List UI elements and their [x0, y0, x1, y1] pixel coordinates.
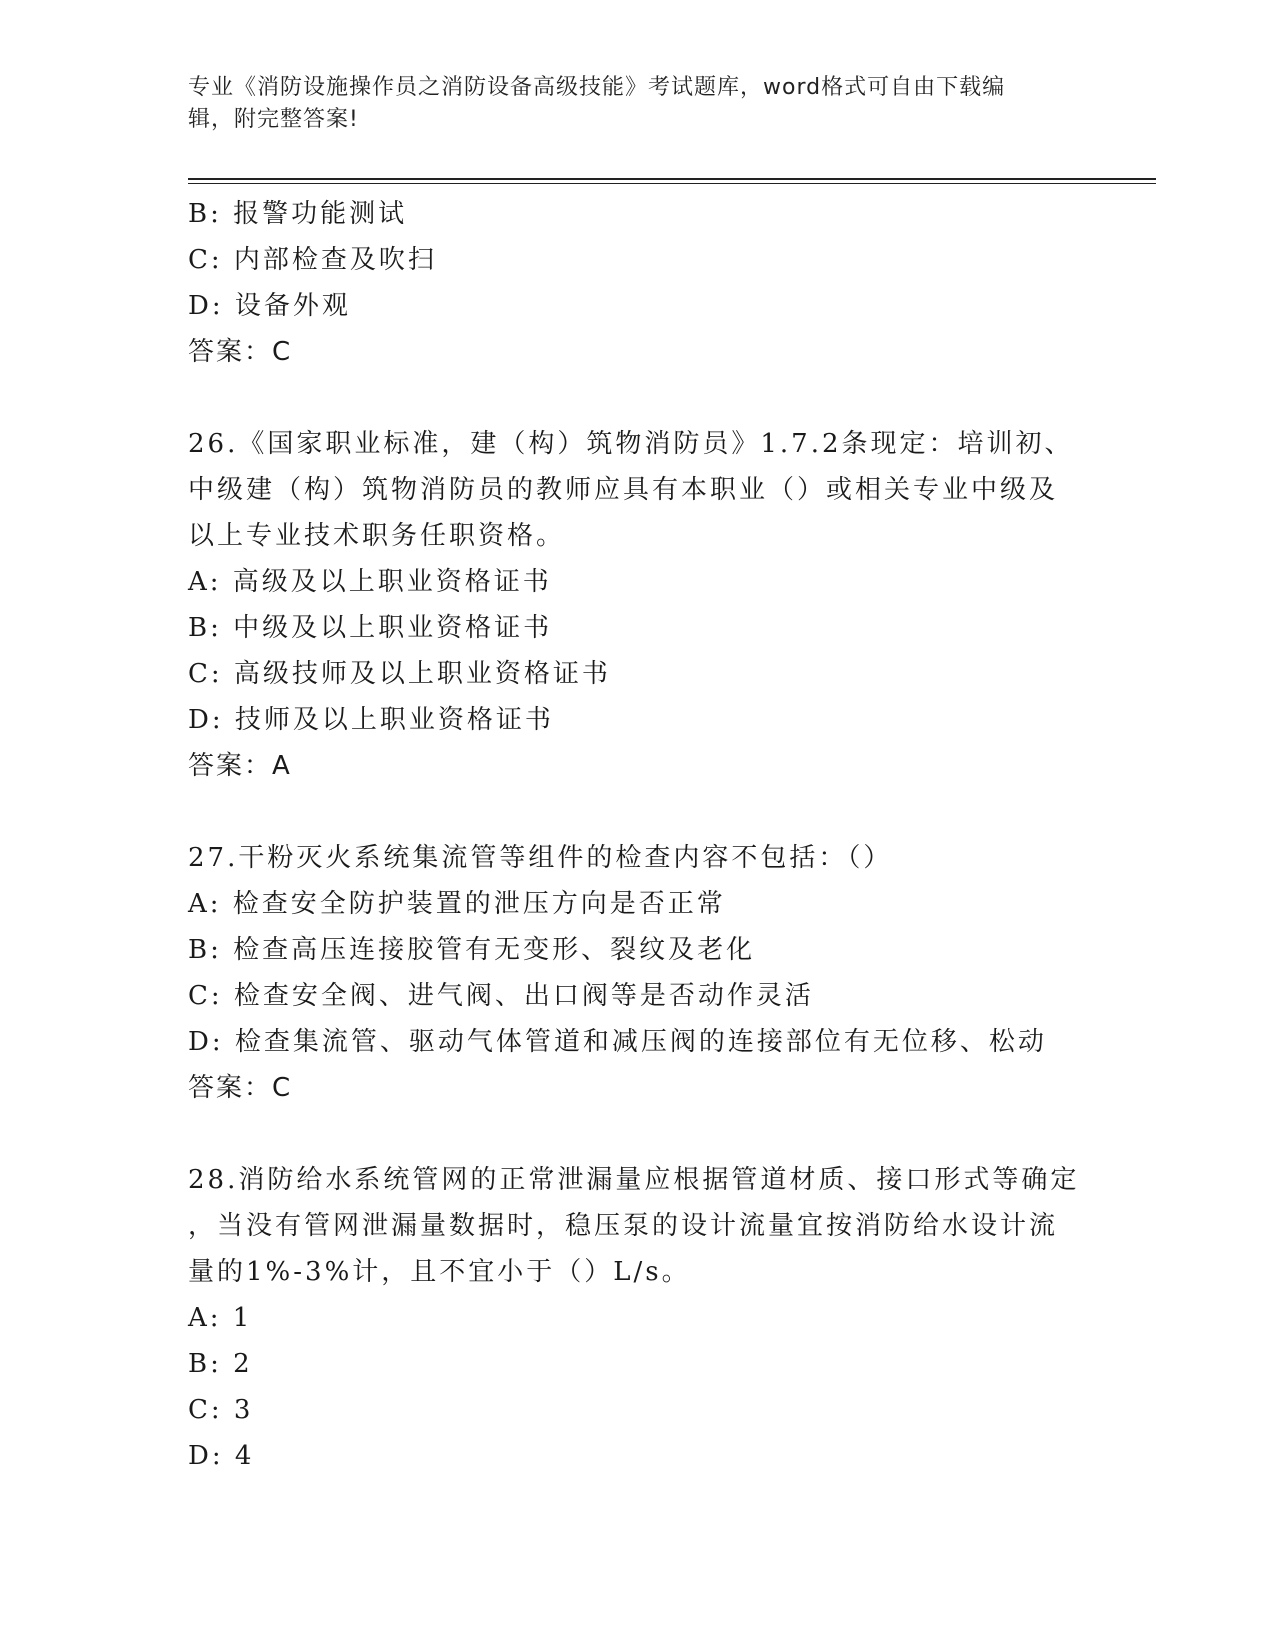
spacer [188, 789, 1088, 835]
spacer [188, 375, 1088, 421]
header-line-1: 专业《消防设施操作员之消防设备高级技能》考试题库，word格式可自由下载编 [188, 75, 1006, 100]
question-text [188, 835, 1088, 881]
option-b: B: 中级及以上职业资格证书 [188, 613, 553, 643]
option-c: C: 高级技师及以上职业资格证书 [188, 659, 611, 689]
option-b: B: 报警功能测试 [188, 199, 408, 229]
question-text-line: 27.干粉灭火系统集流管等组件的检查内容不包括：（） [188, 843, 893, 873]
option-a: A: 高级及以上职业资格证书 [188, 567, 552, 597]
option-d: D: 4 [188, 1441, 255, 1471]
question-26 [188, 421, 1088, 789]
option-d: D: 设备外观 [188, 291, 351, 321]
spacer [188, 1111, 1088, 1157]
option-c: C: 3 [188, 1395, 254, 1425]
option-d: D: 检查集流管、驱动气体管道和减压阀的连接部位有无位移、松动 [188, 1027, 1047, 1057]
question-text [188, 421, 1088, 559]
option-b: B: 检查高压连接胶管有无变形、裂纹及老化 [188, 935, 756, 965]
document-header [188, 72, 1068, 136]
question-text-line: ，当没有管网泄漏量数据时，稳压泵的设计流量宜按消防给水设计流 [188, 1211, 1059, 1241]
option-b: B: 2 [188, 1349, 253, 1379]
option-a: A: 1 [188, 1303, 253, 1333]
question-list [188, 191, 1088, 1479]
answer: 答案：A [188, 751, 292, 781]
question-text-line: 量的1%-3%计，且不宜小于（）L/s。 [188, 1257, 691, 1287]
header-line-2: 辑，附完整答案! [188, 107, 359, 132]
question-27 [188, 835, 1088, 1111]
option-c: C: 内部检查及吹扫 [188, 245, 437, 275]
answer: 答案：C [188, 1073, 293, 1103]
question-text [188, 1157, 1088, 1295]
question-text-line: 26.《国家职业标准，建（构）筑物消防员》1.7.2条现定：培训初、 [188, 429, 1074, 459]
option-a: A: 检查安全防护装置的泄压方向是否正常 [188, 889, 726, 919]
question-text-line: 28.消防给水系统管网的正常泄漏量应根据管道材质、接口形式等确定 [188, 1165, 1080, 1195]
header-divider-thick [188, 178, 1156, 180]
question-25-tail [188, 191, 1088, 375]
option-d: D: 技师及以上职业资格证书 [188, 705, 554, 735]
answer: 答案：C [188, 337, 293, 367]
question-text-line: 以上专业技术职务任职资格。 [188, 521, 566, 551]
option-c: C: 检查安全阀、进气阀、出口阀等是否动作灵活 [188, 981, 814, 1011]
question-text-line: 中级建（构）筑物消防员的教师应具有本职业（）或相关专业中级及 [188, 475, 1059, 505]
header-divider-thin [188, 183, 1156, 184]
question-28 [188, 1157, 1088, 1479]
